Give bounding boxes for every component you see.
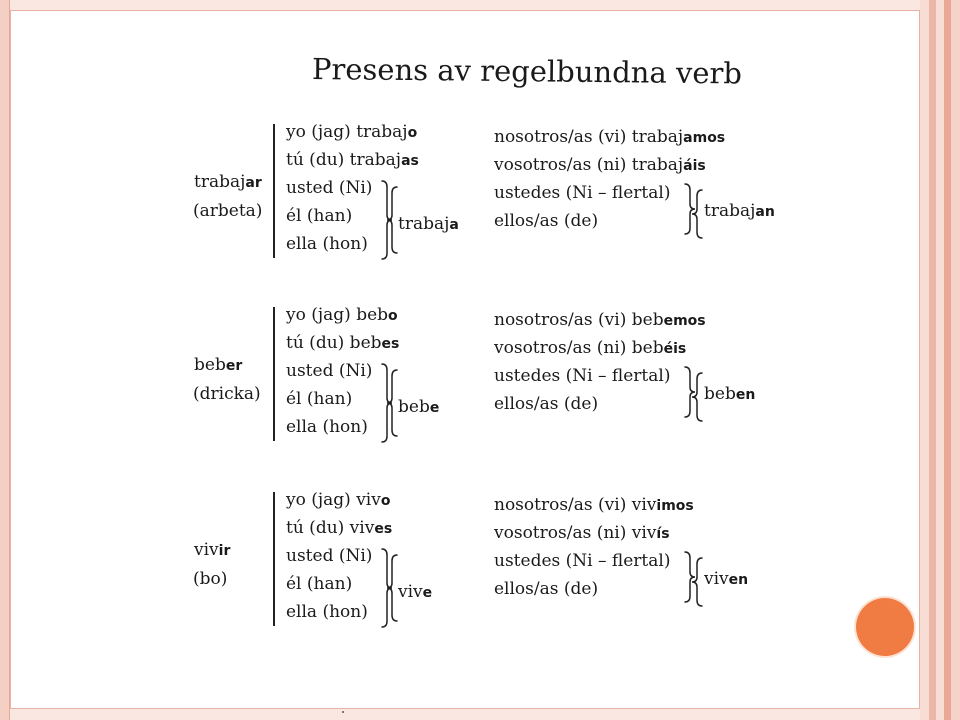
singular-form bbox=[286, 546, 372, 567]
infinitive-ending: ir bbox=[218, 543, 231, 559]
plural-form-stem: ustedes (Ni – flertal) bbox=[494, 551, 671, 571]
plural-form-ending: emos bbox=[663, 313, 706, 329]
plural-form bbox=[494, 394, 598, 415]
singular-form-stem: yo (jag) viv bbox=[286, 490, 381, 510]
frame-stripe bbox=[929, 0, 936, 720]
plural-shared-form-ending: en bbox=[728, 572, 749, 588]
plural-shared-brace bbox=[690, 557, 704, 607]
plural-shared-form-stem: beb bbox=[704, 384, 736, 404]
plural-form bbox=[494, 551, 670, 572]
singular-form bbox=[286, 574, 352, 595]
singular-form-ending: o bbox=[388, 308, 398, 324]
translation: (dricka) bbox=[193, 384, 261, 404]
plural-shared-form-stem: trabaj bbox=[704, 201, 756, 221]
singular-form bbox=[286, 333, 399, 354]
singular-form-stem: usted (Ni) bbox=[286, 178, 373, 198]
singular-form-ending: o bbox=[380, 493, 391, 509]
plural-shared-form-ending: an bbox=[755, 204, 775, 220]
singular-form bbox=[286, 305, 398, 326]
singular-shared-form bbox=[398, 214, 459, 235]
singular-shared-form-stem: beb bbox=[398, 397, 430, 417]
plural-form bbox=[494, 155, 706, 176]
plural-form-stem: ellos/as (de) bbox=[494, 579, 599, 599]
plural-form-stem: ustedes (Ni – flertal) bbox=[494, 183, 671, 203]
slide-frame-top bbox=[10, 0, 920, 10]
table-vertical-rule bbox=[273, 307, 275, 441]
plural-form-ending: ís bbox=[656, 526, 670, 542]
table-vertical-rule bbox=[273, 124, 275, 258]
infinitive-ending: er bbox=[225, 358, 243, 374]
singular-form bbox=[286, 122, 417, 143]
translation: (arbeta) bbox=[193, 201, 263, 221]
plural-form-ending: imos bbox=[656, 498, 694, 514]
plural-form bbox=[494, 211, 598, 232]
frame-stripe bbox=[920, 0, 929, 720]
singular-form bbox=[286, 389, 352, 410]
singular-shared-form bbox=[398, 582, 432, 603]
plural-shared-form bbox=[704, 384, 755, 405]
singular-form-stem: tú (du) beb bbox=[286, 333, 382, 353]
singular-shared-brace-path bbox=[387, 370, 397, 436]
infinitive-stem: trabaj bbox=[194, 172, 246, 192]
singular-form bbox=[286, 518, 392, 539]
frame-stripe bbox=[951, 0, 960, 720]
plural-form-stem: vosotros/as (ni) viv bbox=[494, 523, 657, 543]
singular-shared-form bbox=[398, 397, 439, 418]
plural-shared-brace bbox=[690, 189, 704, 239]
scan-speck bbox=[342, 711, 344, 713]
table-vertical-rule bbox=[273, 492, 275, 626]
frame-stripe bbox=[944, 0, 951, 720]
plural-shared-brace-path bbox=[692, 190, 702, 238]
frame-stripe bbox=[936, 0, 944, 720]
plural-shared-form-ending: en bbox=[735, 387, 756, 403]
plural-form-stem: ustedes (Ni – flertal) bbox=[494, 366, 671, 386]
singular-form-stem: tú (du) viv bbox=[286, 518, 375, 538]
infinitive bbox=[194, 172, 262, 193]
plural-form bbox=[494, 183, 670, 204]
singular-shared-form-ending: a bbox=[449, 217, 459, 233]
singular-shared-brace-path bbox=[387, 555, 397, 621]
singular-form-ending: o bbox=[407, 125, 418, 141]
singular-form bbox=[286, 206, 352, 227]
singular-shared-form-ending: e bbox=[422, 585, 433, 601]
plural-form-ending: áis bbox=[683, 158, 706, 174]
slide-frame-border bbox=[10, 10, 920, 709]
plural-form-ending: éis bbox=[663, 341, 687, 357]
singular-form bbox=[286, 150, 419, 171]
plural-form bbox=[494, 523, 670, 544]
plural-shared-brace-path bbox=[692, 558, 702, 606]
singular-form-ending: es bbox=[381, 336, 400, 352]
singular-form-stem: ella (hon) bbox=[286, 234, 368, 254]
plural-form bbox=[494, 495, 694, 516]
plural-form-ending: amos bbox=[683, 130, 726, 146]
singular-shared-form-stem: viv bbox=[398, 582, 423, 602]
plural-form-stem: nosotros/as (vi) viv bbox=[494, 495, 657, 515]
singular-form-stem: usted (Ni) bbox=[286, 361, 373, 381]
singular-form-stem: yo (jag) beb bbox=[286, 305, 389, 325]
singular-form bbox=[286, 490, 390, 511]
plural-shared-form bbox=[704, 569, 748, 590]
singular-shared-brace bbox=[385, 186, 399, 254]
slide-frame-right-stripes bbox=[920, 0, 960, 720]
plural-form bbox=[494, 338, 686, 359]
slide-frame-left bbox=[0, 0, 10, 720]
singular-form-stem: ella (hon) bbox=[286, 417, 368, 437]
plural-form-stem: nosotros/as (vi) trabaj bbox=[494, 127, 684, 147]
infinitive bbox=[194, 355, 242, 376]
plural-shared-form bbox=[704, 201, 775, 222]
singular-form-stem: yo (jag) trabaj bbox=[286, 122, 408, 142]
plural-shared-brace bbox=[690, 372, 704, 422]
singular-form-ending: as bbox=[401, 153, 419, 169]
plural-shared-form-stem: viv bbox=[704, 569, 729, 589]
plural-form-stem: vosotros/as (ni) trabaj bbox=[494, 155, 684, 175]
plural-form bbox=[494, 310, 706, 331]
singular-shared-brace bbox=[385, 369, 399, 437]
singular-form-stem: él (han) bbox=[286, 206, 353, 226]
singular-form bbox=[286, 178, 372, 199]
infinitive-stem: beb bbox=[194, 355, 226, 375]
slide-frame-bottom bbox=[10, 709, 920, 720]
plural-form bbox=[494, 366, 670, 387]
translation: (bo) bbox=[193, 569, 228, 589]
singular-shared-form-stem: trabaj bbox=[398, 214, 450, 234]
plural-form bbox=[494, 127, 725, 148]
infinitive-stem: viv bbox=[194, 540, 219, 560]
singular-form-stem: tú (du) trabaj bbox=[286, 150, 402, 170]
singular-shared-brace bbox=[385, 554, 399, 622]
plural-form-stem: vosotros/as (ni) beb bbox=[494, 338, 664, 358]
singular-form-stem: usted (Ni) bbox=[286, 546, 373, 566]
singular-form bbox=[286, 417, 368, 438]
singular-form-stem: él (han) bbox=[286, 389, 353, 409]
singular-form-stem: ella (hon) bbox=[286, 602, 368, 622]
plural-form bbox=[494, 579, 598, 600]
page-title: Presens av regelbundna verb bbox=[311, 52, 743, 91]
infinitive-ending: ar bbox=[245, 175, 262, 191]
infinitive bbox=[194, 540, 230, 561]
singular-shared-form-ending: e bbox=[429, 400, 440, 416]
plural-form-stem: ellos/as (de) bbox=[494, 394, 599, 414]
accent-circle-decoration bbox=[856, 598, 914, 656]
singular-shared-brace-path bbox=[387, 187, 397, 253]
singular-form bbox=[286, 602, 368, 623]
plural-form-stem: nosotros/as (vi) beb bbox=[494, 310, 664, 330]
plural-form-stem: ellos/as (de) bbox=[494, 211, 599, 231]
singular-form bbox=[286, 234, 368, 255]
plural-shared-brace-path bbox=[692, 373, 702, 421]
singular-form bbox=[286, 361, 372, 382]
singular-form-stem: él (han) bbox=[286, 574, 353, 594]
singular-form-ending: es bbox=[374, 521, 393, 537]
